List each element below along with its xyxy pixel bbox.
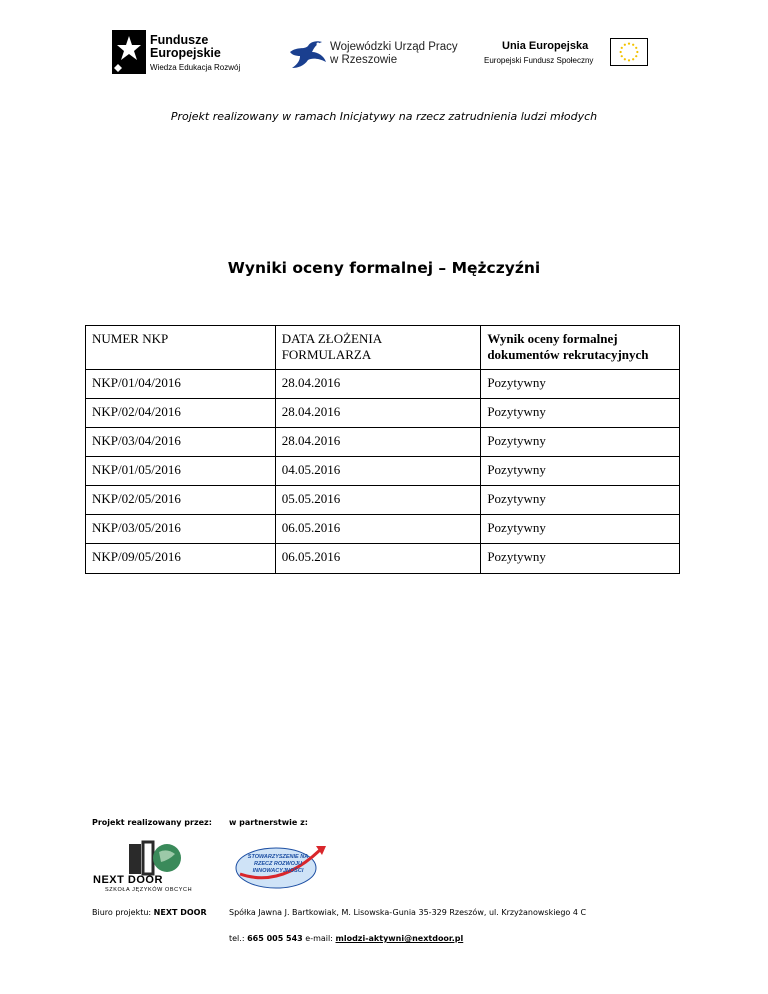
bird-icon [288,38,328,70]
stowarzyszenie-logo [230,840,330,892]
cell-date: 05.05.2016 [275,486,481,515]
fe-sub: Wiedza Edukacja Rozwój [150,63,241,72]
table-row [86,486,680,515]
table-row [86,515,680,544]
tel-number: 665 005 543 [247,934,303,943]
table-row [86,544,680,574]
address-line: Spółka Jawna J. Bartkowiak, M. Lisowska-Gunia 35-329 Rzeszów, ul. Krzyżanowskiego 4 C [229,908,587,917]
eu-line1: Unia Europejska [502,40,589,52]
realized-by-label: Projekt realizowany przez: [92,818,212,827]
wup-line2: w Rzeszowie [330,54,398,66]
cell-nkp: NKP/01/04/2016 [86,370,276,399]
partner-label: w partnerstwie z: [229,818,308,827]
email-link[interactable]: mlodzi-aktywni@nextdoor.pl [335,934,464,943]
cell-nkp: NKP/03/05/2016 [86,515,276,544]
cell-nkp: NKP/09/05/2016 [86,544,276,574]
table-row [86,370,680,399]
wup-line1: Wojewódzki Urząd Pracy [330,41,458,53]
email-label: e-mail: [305,934,333,943]
cell-result: Pozytywny [481,457,680,486]
results-table [85,325,680,574]
stowarzyszenie-text: STOWARZYSZENIE NA RZECZ ROZWOJU INNOWACYJNOŚCI [247,854,309,874]
contact-line [229,934,463,943]
fundusze-europejskie-logo [112,30,262,76]
cell-date: 06.05.2016 [275,544,481,574]
office-line [92,908,207,917]
fe-line1: Fundusze [150,33,209,47]
page-title: Wyniki oceny formalnej – Mężczyźni [227,259,541,277]
wup-rzeszow-logo [288,38,458,74]
cell-result: Pozytywny [481,544,680,574]
office-label: Biuro projektu: [92,908,152,917]
tel-label: tel.: [229,934,245,943]
cell-nkp: NKP/01/05/2016 [86,457,276,486]
cell-nkp: NKP/02/04/2016 [86,399,276,428]
cell-nkp: NKP/02/05/2016 [86,486,276,515]
fe-line2: Europejskie [150,46,221,60]
next-door-sub: SZKOŁA JĘZYKÓW OBCYCH [105,887,193,893]
cell-nkp: NKP/03/04/2016 [86,428,276,457]
table-row [86,399,680,428]
fe-star-icon [112,30,146,74]
cell-date: 28.04.2016 [275,399,481,428]
header-wynik-oceny: Wynik oceny formalnej dokumentów rekrutacyjnych [481,326,680,370]
eu-line2: Europejski Fundusz Społeczny [484,56,594,65]
next-door-logo [93,840,211,896]
cell-result: Pozytywny [481,486,680,515]
unia-europejska-logo [480,38,650,70]
office-name: NEXT DOOR [153,908,207,917]
eu-flag-icon [610,38,648,66]
door-icon [123,840,183,876]
cell-date: 06.05.2016 [275,515,481,544]
next-door-text: NEXT DOOR [93,874,163,886]
header-data-zlozenia: DATA ZŁOŻENIA FORMULARZA [275,326,481,370]
cell-result: Pozytywny [481,399,680,428]
cell-result: Pozytywny [481,370,680,399]
project-subtitle: Projekt realizowany w ramach Inicjatywy na rzecz zatrudnienia ludzi młodych [170,110,598,123]
cell-date: 28.04.2016 [275,370,481,399]
header-numer-nkp: NUMER NKP [86,326,276,370]
table-row [86,428,680,457]
table-row [86,457,680,486]
cell-date: 28.04.2016 [275,428,481,457]
cell-result: Pozytywny [481,428,680,457]
cell-result: Pozytywny [481,515,680,544]
table-header-row [86,326,680,370]
cell-date: 04.05.2016 [275,457,481,486]
